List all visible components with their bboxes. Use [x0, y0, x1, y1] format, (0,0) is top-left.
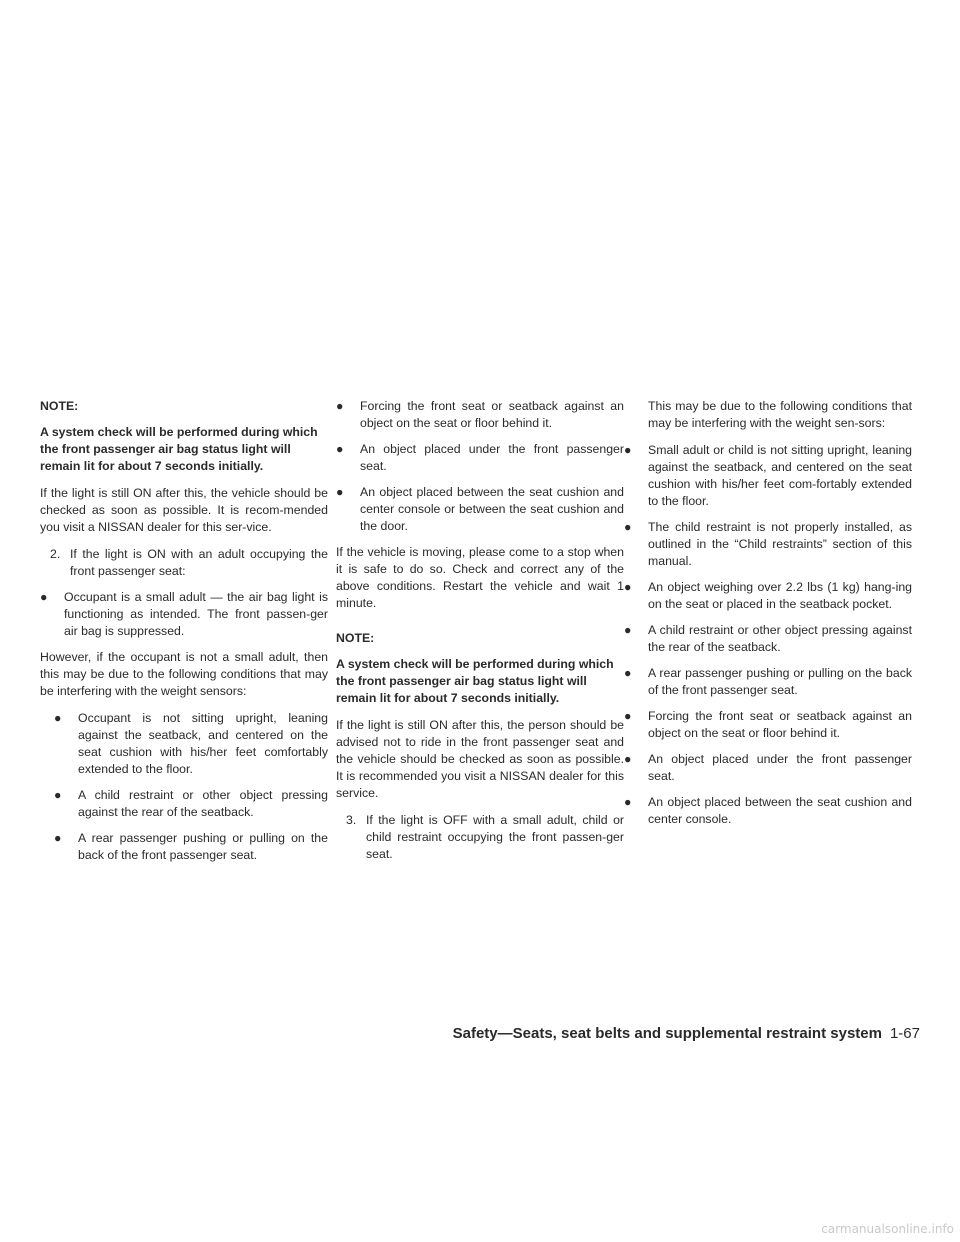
list-item-text: The child restraint is not properly installed, as outlined in the “Child restraints” section of this manual. [648, 520, 912, 568]
paragraph: However, if the occupant is not a small adult, then this may be due to the following conditions that may be interfering with the weight sensors: [40, 650, 328, 698]
bullet-icon: ● [624, 752, 632, 766]
list-item [624, 519, 912, 570]
page-footer [453, 1025, 920, 1042]
list-item-text: An object weighing over 2.2 lbs (1 kg) hang-ing on the seat or placed in the seatback pocket. [648, 580, 912, 611]
list-item [624, 442, 912, 510]
bullet-icon: ● [624, 709, 632, 723]
note-heading: NOTE: [40, 399, 79, 413]
list-item [624, 708, 912, 742]
list-item-text: Occupant is not sitting upright, leaning against the seatback, and centered on the seat cushion with his/her feet comfortably extended to the floor. [78, 711, 328, 776]
step-text: If the light is OFF with a small adult, child or child restraint occupying the front passen-ger seat. [366, 813, 624, 861]
list-item-text: Forcing the front seat or seatback against an object on the seat or floor behind it. [648, 709, 912, 740]
paragraph: This may be due to the following conditions that may be interfering with the weight sen-sors: [648, 399, 912, 430]
list-item-text: An object placed between the seat cushion and center console or between the seat cushion and the door. [360, 485, 624, 533]
list-item [54, 710, 328, 778]
list-item [336, 484, 624, 535]
list-item [54, 830, 328, 864]
bullet-icon: ● [54, 788, 62, 802]
column-2 [336, 398, 624, 872]
list-item [40, 589, 328, 640]
paragraph: If the light is still ON after this, the vehicle should be checked as soon as possible. It is recom-mended you visit a NISSAN dealer for this ser-vice. [40, 486, 328, 534]
bullet-icon: ● [624, 443, 632, 457]
list-item-text: Occupant is a small adult — the air bag light is functioning as intended. The front passen-ger air bag is suppressed. [64, 590, 328, 638]
bullet-icon: ● [40, 590, 48, 604]
numbered-step [336, 812, 624, 863]
list-item [336, 441, 624, 475]
bullet-icon: ● [336, 399, 344, 413]
list-item-text: An object placed under the front passenger seat. [360, 442, 624, 473]
list-item-text: A child restraint or other object pressing against the rear of the seatback. [78, 788, 328, 819]
bullet-icon: ● [54, 831, 62, 845]
step-number: 3. [346, 813, 357, 827]
note-heading: NOTE: [336, 631, 375, 645]
list-item-text: A rear passenger pushing or pulling on the back of the front passenger seat. [78, 831, 328, 862]
list-item [336, 398, 624, 432]
note-text: A system check will be performed during which the front passenger air bag status light will remain lit for about 7 seconds initially. [40, 425, 318, 473]
list-item [54, 787, 328, 821]
list-item [624, 579, 912, 613]
bullet-icon: ● [336, 485, 344, 499]
note-text: A system check will be performed during which the front passenger air bag status light will remain lit for about 7 seconds initially. [336, 657, 614, 705]
bullet-icon: ● [624, 795, 632, 809]
list-item-text: An object placed under the front passenger seat. [648, 752, 912, 783]
bullet-icon: ● [336, 442, 344, 456]
list-item [624, 794, 912, 828]
bullet-icon: ● [624, 580, 632, 594]
column-1 [40, 398, 328, 873]
paragraph: If the light is still ON after this, the person should be advised not to ride in the front passenger seat and the vehicle should be checked as soon as possible. It is recommended you visit a NISSAN dealer for this service. [336, 718, 624, 800]
list-item-text: An object placed between the seat cushion and center console. [648, 795, 912, 826]
list-item [624, 622, 912, 656]
bullet-icon: ● [624, 623, 632, 637]
page-number: 1-67 [889, 1025, 920, 1042]
list-item-text: A child restraint or other object pressing against the rear of the seatback. [648, 623, 912, 654]
list-item-text: Small adult or child is not sitting upright, leaning against the seatback, and centered on the seat cushion with his/her feet com-fortably extended to the floor. [648, 443, 912, 508]
step-text: If the light is ON with an adult occupying the front passenger seat: [70, 547, 328, 578]
bullet-icon: ● [624, 666, 632, 680]
bullet-icon: ● [624, 520, 632, 534]
column-3 [624, 398, 912, 837]
numbered-step [40, 546, 328, 580]
list-item [624, 665, 912, 699]
section-title: Safety—Seats, seat belts and supplemental restraint system [452, 1025, 882, 1042]
list-item [624, 751, 912, 785]
paragraph: If the vehicle is moving, please come to a stop when it is safe to do so. Check and correct any of the above conditions. Restart the vehicle and wait 1 minute. [336, 545, 624, 610]
list-item-text: Forcing the front seat or seatback against an object on the seat or floor behind it. [360, 399, 624, 430]
watermark: carmanualsonline.info [821, 1222, 954, 1236]
step-number: 2. [50, 547, 61, 561]
bullet-icon: ● [54, 711, 62, 725]
list-item-text: A rear passenger pushing or pulling on the back of the front passenger seat. [648, 666, 912, 697]
